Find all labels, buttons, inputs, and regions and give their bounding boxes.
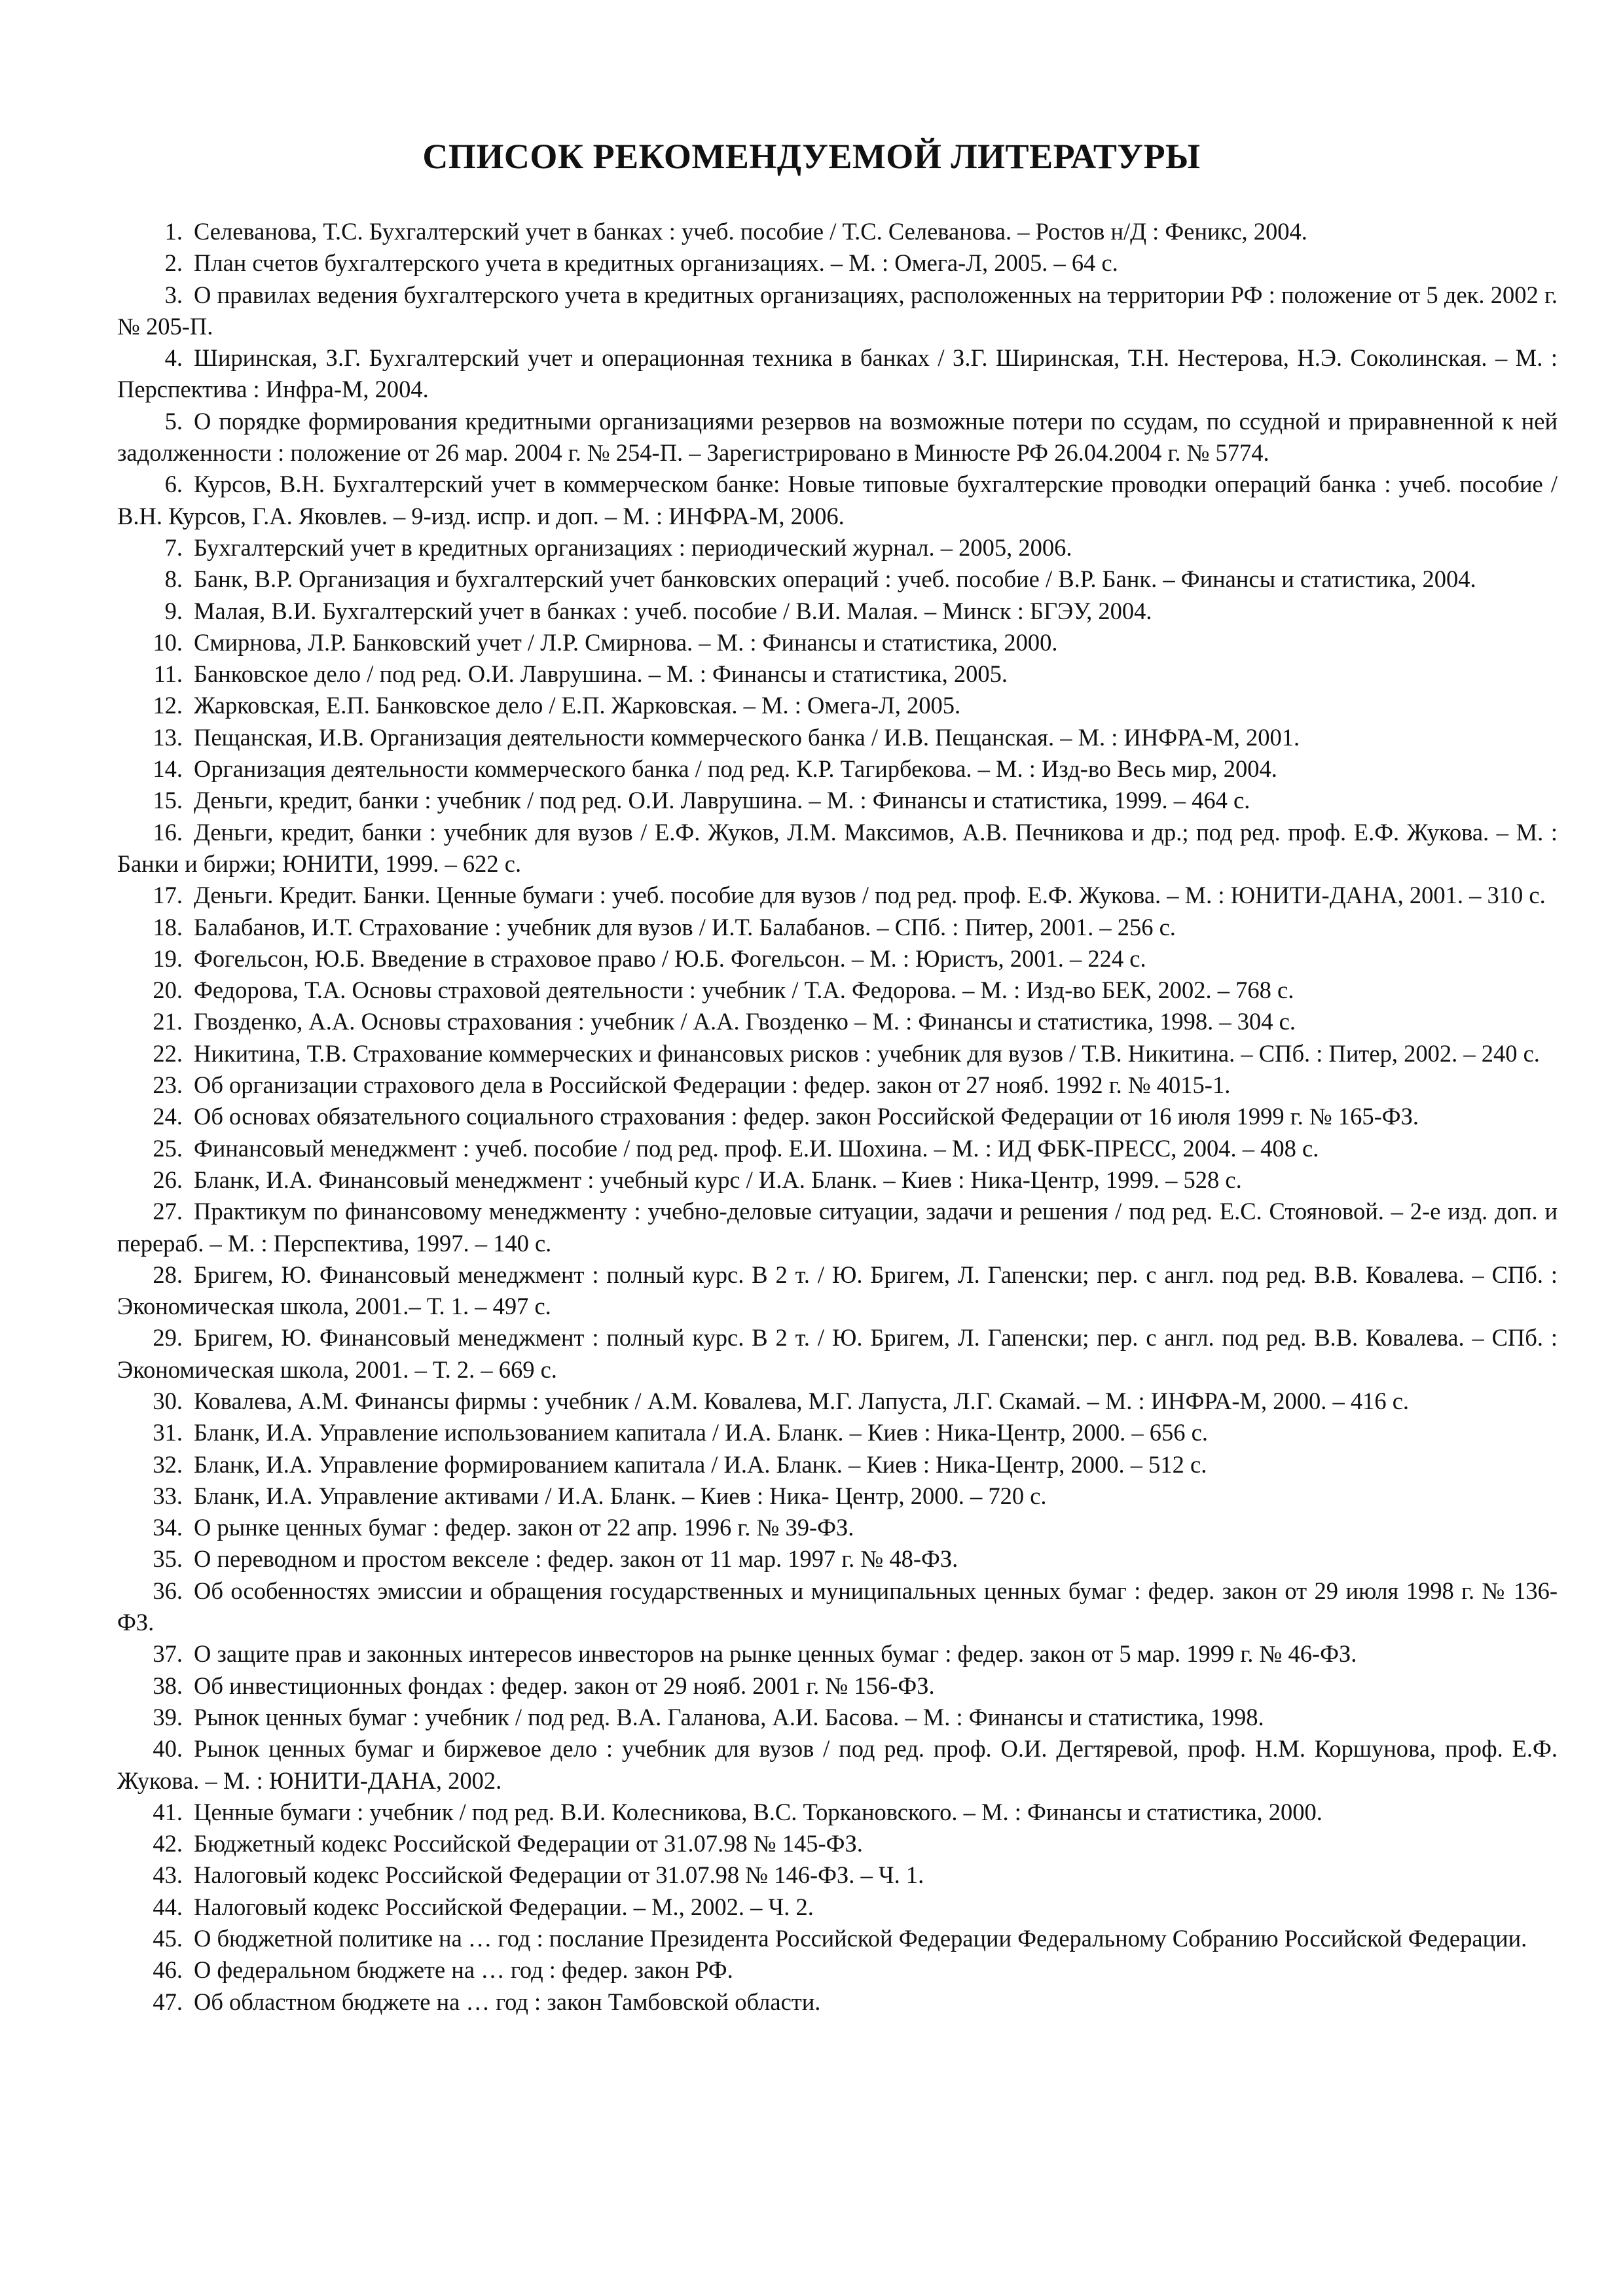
entry-text: О рынке ценных бумаг : федер. закон от 22 апр. 1996 г. № 39-ФЗ. (194, 1514, 854, 1541)
bibliography-entry (117, 1386, 1558, 1417)
bibliography-entry (117, 1859, 1558, 1891)
entry-number: 24. (153, 1103, 183, 1130)
entry-text: О защите прав и законных интересов инвесторов на рынке ценных бумаг : федер. закон от 5 мар. 1999 г. № 46-ФЗ. (194, 1640, 1357, 1668)
bibliography-entry (117, 975, 1558, 1006)
entry-text: Деньги, кредит, банки : учебник для вузов / Е.Ф. Жуков, Л.М. Максимов, А.В. Печникова и др.; под ред. проф. Е.Ф. Жукова. – М. : Банки и биржи; ЮНИТИ, 1999. – 622 с. (117, 818, 1558, 877)
entry-number: 33. (153, 1482, 183, 1509)
entry-number: 32. (153, 1450, 183, 1478)
bibliography-list (117, 216, 1558, 2018)
entry-number: 20. (153, 977, 183, 1004)
entry-text: План счетов бухгалтерского учета в кредитных организациях. – М. : Омега-Л, 2005. – 64 с. (194, 249, 1118, 277)
entry-text: Практикум по финансовому менеджменту : учебно-деловые ситуации, задачи и решения / под ред. Е.С. Стояновой. – 2-е изд. доп. и перераб. – М. : Перспектива, 1997. – 140 с. (117, 1198, 1558, 1257)
entry-number: 47. (153, 1988, 183, 2015)
bibliography-entry (117, 564, 1558, 595)
entry-text: Ковалева, А.М. Финансы фирмы : учебник / А.М. Ковалева, М.Г. Лапуста, Л.Г. Скамай. – М. : ИНФРА-М, 2000. – 416 с. (194, 1387, 1410, 1414)
entry-text: О правилах ведения бухгалтерского учета в кредитных организациях, расположенных на территории РФ : положение от 5 дек. 2002 г. № 205-П. (117, 281, 1558, 340)
bibliography-entry (117, 1543, 1558, 1575)
bibliography-entry (117, 880, 1558, 911)
bibliography-entry (117, 1828, 1558, 1859)
entry-text: Никитина, Т.В. Страхование коммерческих и финансовых рисков : учебник для вузов / Т.В. Никитина. – СПб. : Питер, 2002. – 240 с. (194, 1039, 1540, 1067)
bibliography-entry (117, 1892, 1558, 1923)
entry-number: 43. (153, 1861, 183, 1889)
entry-text: Пещанская, И.В. Организация деятельности коммерческого банка / И.В. Пещанская. – М. : ИНФРА-М, 2001. (194, 723, 1300, 751)
entry-number: 4. (164, 344, 183, 372)
entry-number: 26. (153, 1166, 183, 1193)
entry-text: Деньги, кредит, банки : учебник / под ред. О.И. Лаврушина. – М. : Финансы и статистика, 1999. – 464 с. (194, 787, 1250, 814)
entry-number: 37. (153, 1640, 183, 1668)
bibliography-entry (117, 627, 1558, 658)
entry-text: Малая, В.И. Бухгалтерский учет в банках : учеб. пособие / В.И. Малая. – Минск : БГЭУ, 2004. (194, 597, 1152, 624)
entry-number: 38. (153, 1672, 183, 1699)
entry-number: 39. (153, 1703, 183, 1731)
bibliography-entry (117, 1797, 1558, 1828)
entry-number: 5. (164, 407, 183, 435)
entry-number: 22. (153, 1039, 183, 1067)
bibliography-entry (117, 596, 1558, 627)
bibliography-entry (117, 1670, 1558, 1702)
entry-number: 18. (153, 913, 183, 941)
entry-number: 14. (153, 755, 183, 783)
bibliography-entry (117, 1133, 1558, 1164)
entry-text: Об особенностях эмиссии и обращения государственных и муниципальных ценных бумаг : федер. закон от 29 июля 1998 г. № 136-ФЗ. (117, 1577, 1558, 1636)
entry-text: Об организации страхового дела в Российской Федерации : федер. закон от 27 нояб. 1992 г. № 4015-1. (194, 1071, 1231, 1099)
entry-number: 3. (164, 281, 183, 308)
entry-text: Бригем, Ю. Финансовый менеджмент : полный курс. В 2 т. / Ю. Бригем, Л. Гапенски; пер. с англ. под ред. В.В. Ковалева. – СПб. : Экономическая школа, 2001.– Т. 1. – 497 с. (117, 1261, 1558, 1320)
entry-text: Бланк, И.А. Управление активами / И.А. Бланк. – Киев : Ника- Центр, 2000. – 720 с. (194, 1482, 1047, 1509)
bibliography-entry (117, 1196, 1558, 1259)
entry-text: Налоговый кодекс Российской Федерации. – М., 2002. – Ч. 2. (194, 1893, 814, 1920)
entry-number: 17. (153, 882, 183, 909)
entry-text: Ценные бумаги : учебник / под ред. В.И. Колесникова, В.С. Торкановского. – М. : Финансы и статистика, 2000. (194, 1798, 1322, 1825)
entry-number: 1. (164, 218, 183, 245)
entry-text: Об основах обязательного социального страхования : федер. закон Российской Федерации от 16 июля 1999 г. № 165-ФЗ. (194, 1103, 1419, 1130)
entry-text: Балабанов, И.Т. Страхование : учебник для вузов / И.Т. Балабанов. – СПб. : Питер, 2001. – 256 с. (194, 913, 1176, 941)
bibliography-entry (117, 1480, 1558, 1512)
bibliography-entry (117, 658, 1558, 690)
entry-number: 44. (153, 1893, 183, 1920)
entry-number: 13. (153, 723, 183, 751)
bibliography-entry (117, 912, 1558, 943)
entry-text: Ширинская, З.Г. Бухгалтерский учет и операционная техника в банках / З.Г. Ширинская, Т.Н. Нестерова, Н.Э. Соколинская. – М. : Перспектива : Инфра-М, 2004. (117, 344, 1558, 403)
entry-number: 21. (153, 1008, 183, 1035)
entry-number: 41. (153, 1798, 183, 1825)
entry-text: Бригем, Ю. Финансовый менеджмент : полный курс. В 2 т. / Ю. Бригем, Л. Гапенски; пер. с англ. под ред. В.В. Ковалева. – СПб. : Экономическая школа, 2001. – Т. 2. – 669 с. (117, 1324, 1558, 1383)
entry-number: 15. (153, 787, 183, 814)
bibliography-entry (117, 1069, 1558, 1101)
entry-number: 19. (153, 944, 183, 972)
entry-number: 45. (153, 1925, 183, 1952)
entry-text: Об областном бюджете на … год : закон Тамбовской области. (194, 1988, 821, 2015)
entry-text: Курсов, В.Н. Бухгалтерский учет в коммерческом банке: Новые типовые бухгалтерские проводки операций банка : учеб. пособие / В.Н. Курсов, Г.А. Яковлев. – 9-изд. испр. и доп. – М. : ИНФРА-М, 2006. (117, 471, 1558, 529)
bibliography-entry (117, 279, 1558, 343)
bibliography-entry (117, 1322, 1558, 1386)
entry-number: 10. (153, 628, 183, 656)
bibliography-entry (117, 1101, 1558, 1132)
page-title: СПИСОК РЕКОМЕНДУЕМОЙ ЛИТЕРАТУРЫ (422, 137, 1201, 176)
bibliography-entry (117, 469, 1558, 532)
bibliography-entry (117, 943, 1558, 975)
bibliography-entry (117, 1638, 1558, 1670)
entry-text: Банковское дело / под ред. О.И. Лаврушина. – М. : Финансы и статистика, 2005. (194, 660, 1008, 688)
bibliography-entry (117, 690, 1558, 721)
entry-text: О порядке формирования кредитными организациями резервов на возможные потери по ссудам, по ссудной и приравненной к ней задолженности : положение от 26 мар. 2004 г. № 254-П. – Зарегистрировано в Минюсте РФ 26.04.2004 г. № 5774. (117, 407, 1558, 467)
bibliography-entry (117, 406, 1558, 469)
bibliography-entry (117, 1954, 1558, 1986)
bibliography-entry (117, 1512, 1558, 1543)
entry-text: Жарковская, Е.П. Банковское дело / Е.П. Жарковская. – М. : Омега-Л, 2005. (194, 692, 961, 719)
entry-number: 23. (153, 1071, 183, 1099)
bibliography-entry (117, 1038, 1558, 1069)
entry-number: 40. (153, 1735, 183, 1763)
entry-text: О переводном и простом векселе : федер. закон от 11 мар. 1997 г. № 48-ФЗ. (194, 1545, 958, 1573)
entry-text: Федорова, Т.А. Основы страховой деятельности : учебник / Т.А. Федорова. – М. : Изд-во БЕК, 2002. – 768 с. (194, 977, 1294, 1004)
bibliography-entry (117, 1259, 1558, 1323)
entry-number: 28. (153, 1261, 183, 1288)
bibliography-entry (117, 1449, 1558, 1480)
bibliography-entry (117, 1986, 1558, 2018)
entry-text: Фогельсон, Ю.Б. Введение в страховое право / Ю.Б. Фогельсон. – М. : Юристъ, 2001. – 224 с. (194, 944, 1146, 972)
entry-number: 29. (153, 1324, 183, 1352)
entry-text: Налоговый кодекс Российской Федерации от 31.07.98 № 146-ФЗ. – Ч. 1. (194, 1861, 924, 1889)
entry-number: 30. (153, 1387, 183, 1414)
entry-text: Рынок ценных бумаг : учебник / под ред. В.А. Галанова, А.И. Басова. – М. : Финансы и статистика, 1998. (194, 1703, 1264, 1731)
entry-number: 16. (153, 818, 183, 846)
bibliography-entry (117, 817, 1558, 880)
entry-text: Бланк, И.А. Управление использованием капитала / И.А. Бланк. – Киев : Ника-Центр, 2000. – 656 с. (194, 1419, 1208, 1446)
entry-text: Бюджетный кодекс Российской Федерации от 31.07.98 № 145-ФЗ. (194, 1830, 863, 1857)
bibliography-entry (117, 342, 1558, 406)
entry-number: 25. (153, 1134, 183, 1162)
entry-text: Бланк, И.А. Финансовый менеджмент : учебный курс / И.А. Бланк. – Киев : Ника-Центр, 1999. – 528 с. (194, 1166, 1242, 1193)
entry-text: Бланк, И.А. Управление формированием капитала / И.А. Бланк. – Киев : Ника-Центр, 2000. – 512 с. (194, 1450, 1207, 1478)
bibliography-entry (117, 1702, 1558, 1733)
entry-number: 6. (164, 471, 183, 498)
entry-text: Гвозденко, А.А. Основы страхования : учебник / А.А. Гвозденко – М. : Финансы и статистика, 1998. – 304 с. (194, 1008, 1296, 1035)
entry-number: 35. (153, 1545, 183, 1573)
bibliography-entry (117, 216, 1558, 247)
entry-number: 12. (153, 692, 183, 719)
entry-number: 8. (164, 565, 183, 593)
entry-number: 7. (164, 533, 183, 561)
entry-number: 2. (164, 249, 183, 277)
bibliography-entry (117, 722, 1558, 753)
entry-text: Селеванова, Т.С. Бухгалтерский учет в банках : учеб. пособие / Т.С. Селеванова. – Ростов н/Д : Феникс, 2004. (194, 218, 1307, 245)
entry-text: Организация деятельности коммерческого банка / под ред. К.Р. Тагирбекова. – М. : Изд-во Весь мир, 2004. (194, 755, 1277, 783)
bibliography-entry (117, 785, 1558, 816)
bibliography-entry (117, 1575, 1558, 1639)
entry-text: О федеральном бюджете на … год : федер. закон РФ. (194, 1956, 733, 1984)
entry-text: Деньги. Кредит. Банки. Ценные бумаги : учеб. пособие для вузов / под ред. проф. Е.Ф. Жукова. – М. : ЮНИТИ-ДАНА, 2001. – 310 с. (194, 882, 1546, 909)
bibliography-entry (117, 753, 1558, 785)
bibliography-entry (117, 1923, 1558, 1954)
entry-text: Финансовый менеджмент : учеб. пособие / под ред. проф. Е.И. Шохина. – М. : ИД ФБК-ПРЕСС, 2004. – 408 с. (194, 1134, 1319, 1162)
bibliography-entry (117, 1164, 1558, 1196)
entry-number: 27. (153, 1198, 183, 1225)
entry-text: Рынок ценных бумаг и биржевое дело : учебник для вузов / под ред. проф. О.И. Дегтяревой, проф. Н.М. Коршунова, проф. Е.Ф. Жукова. – М. : ЮНИТИ-ДАНА, 2002. (117, 1735, 1558, 1794)
bibliography-entry (117, 1417, 1558, 1448)
entry-number: 34. (153, 1514, 183, 1541)
bibliography-entry (117, 247, 1558, 279)
bibliography-entry (117, 1006, 1558, 1037)
entry-text: Банк, В.Р. Организация и бухгалтерский учет банковских операций : учеб. пособие / В.Р. Банк. – Финансы и статистика, 2004. (194, 565, 1476, 593)
entry-text: Об инвестиционных фондах : федер. закон от 29 нояб. 2001 г. № 156-ФЗ. (194, 1672, 935, 1699)
entry-text: О бюджетной политике на … год : послание Президента Российской Федерации Федеральному Собранию Российской Федерации. (194, 1925, 1527, 1952)
bibliography-entry (117, 1733, 1558, 1797)
entry-number: 31. (153, 1419, 183, 1446)
entry-number: 36. (153, 1577, 183, 1604)
entry-number: 11. (153, 660, 183, 688)
entry-number: 9. (164, 597, 183, 624)
entry-number: 46. (153, 1956, 183, 1984)
entry-text: Бухгалтерский учет в кредитных организациях : периодический журнал. – 2005, 2006. (194, 533, 1072, 561)
bibliography-entry (117, 532, 1558, 564)
entry-text: Смирнова, Л.Р. Банковский учет / Л.Р. Смирнова. – М. : Финансы и статистика, 2000. (194, 628, 1058, 656)
entry-number: 42. (153, 1830, 183, 1857)
